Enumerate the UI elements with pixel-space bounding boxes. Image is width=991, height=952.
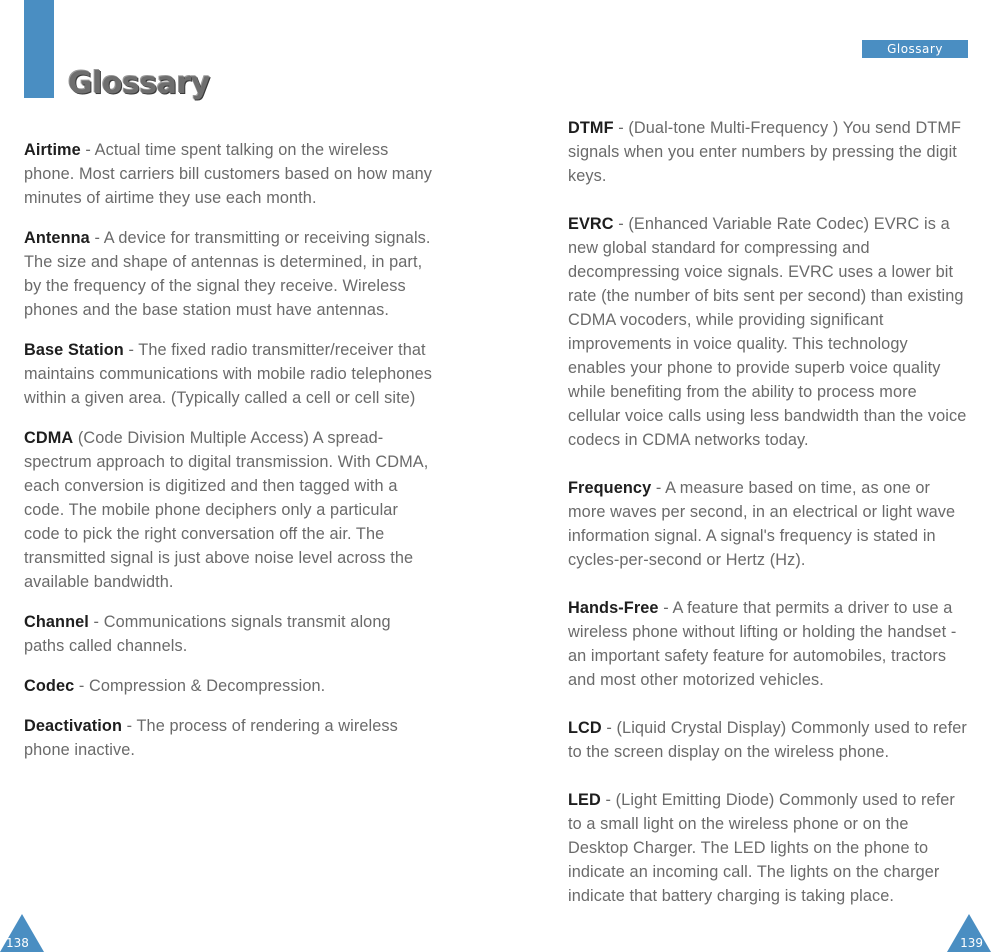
glossary-entry-evrc [568, 212, 968, 452]
glossary-entry-deactivation [24, 714, 434, 762]
glossary-definition: - Communications signals transmit along paths called channels. [24, 613, 391, 655]
glossary-right-column [568, 116, 968, 908]
glossary-definition: - Compression & Decompression. [74, 677, 326, 695]
glossary-entry-antenna [24, 226, 434, 322]
glossary-entry-frequency [568, 476, 968, 572]
glossary-definition: - The fixed radio transmitter/receiver that maintains communications with mobile radio telephones within a given area. (Typically called a cell or cell site) [24, 341, 433, 407]
glossary-definition: - (Liquid Crystal Display) Commonly used to refer to the screen display on the wireless phone. [568, 719, 967, 761]
page-number-right [947, 912, 991, 952]
glossary-entry-cdma [24, 426, 434, 594]
glossary-definition: - (Dual-tone Multi-Frequency ) You send DTMF signals when you enter numbers by pressing the digit keys. [568, 119, 962, 185]
glossary-term: Hands-Free [568, 599, 659, 617]
glossary-entry-channel [24, 610, 434, 658]
glossary-term: Deactivation [24, 717, 123, 735]
glossary-definition: - A feature that permits a driver to use a wireless phone without lifting or holding the handset - an important safety feature for automobiles, tractors and most other motorized vehicles. [568, 599, 957, 689]
glossary-definition: - A device for transmitting or receiving signals. The size and shape of antennas is determined, in part, by the frequency of the signal they receive. Wireless phones and the base station must have antennas. [24, 229, 431, 319]
glossary-term: Frequency [568, 479, 652, 497]
glossary-term: LCD [568, 719, 602, 737]
glossary-term: LED [568, 791, 601, 809]
glossary-entry-led [568, 788, 968, 908]
glossary-term: Base Station [24, 341, 124, 359]
glossary-term: Codec [24, 677, 75, 695]
glossary-definition: - A measure based on time, as one or more waves per second, in an electrical or light wave information signal. A signal's frequency is stated in cycles-per-second or Hertz (Hz). [568, 479, 956, 569]
glossary-entry-dtmf [568, 116, 968, 188]
glossary-definition: (Code Division Multiple Access) A spread-spectrum approach to digital transmission. With CDMA, each conversion is digitized and then tagged with a code. The mobile phone deciphers only a particular code to pick the right conversation off the air. The transmitted signal is just above noise level across the available bandwidth. [24, 429, 429, 591]
running-header-tab: Glossary [862, 40, 968, 58]
glossary-entry-airtime [24, 138, 434, 210]
glossary-left-column [24, 138, 434, 762]
glossary-term: Airtime [24, 141, 81, 159]
glossary-term: EVRC [568, 215, 614, 233]
page-number-left-label: 138 [6, 936, 29, 950]
glossary-term: Channel [24, 613, 89, 631]
glossary-term: CDMA [24, 429, 74, 447]
glossary-entry-codec [24, 674, 434, 698]
glossary-definition: - The process of rendering a wireless phone inactive. [24, 717, 398, 759]
glossary-definition: - (Enhanced Variable Rate Codec) EVRC is a new global standard for compressing and decompressing voice signals. EVRC uses a lower bit rate (the number of bits sent per second) than existing CDMA vocoders, while providing significant improvements in voice quality. This technology enables your phone to provide superb voice quality while benefiting from the ability to process more cellular voice calls using less bandwidth than the voice codecs in CDMA networks today. [568, 215, 967, 449]
page-number-left [0, 912, 44, 952]
glossary-entry-hands-free [568, 596, 968, 692]
glossary-definition: - Actual time spent talking on the wireless phone. Most carriers bill customers based on how many minutes of airtime they use each month. [24, 141, 432, 207]
glossary-definition: - (Light Emitting Diode) Commonly used to refer to a small light on the wireless phone or on the Desktop Charger. The LED lights on the phone to indicate an incoming call. The lights on the charger indicate that battery charging is taking place. [568, 791, 955, 905]
glossary-term: DTMF [568, 119, 614, 137]
glossary-entry-lcd [568, 716, 968, 764]
section-color-bar [24, 0, 54, 98]
glossary-entry-base-station [24, 338, 434, 410]
page-title: Glossary [68, 66, 210, 101]
glossary-term: Antenna [24, 229, 90, 247]
page-number-right-label: 139 [960, 936, 983, 950]
